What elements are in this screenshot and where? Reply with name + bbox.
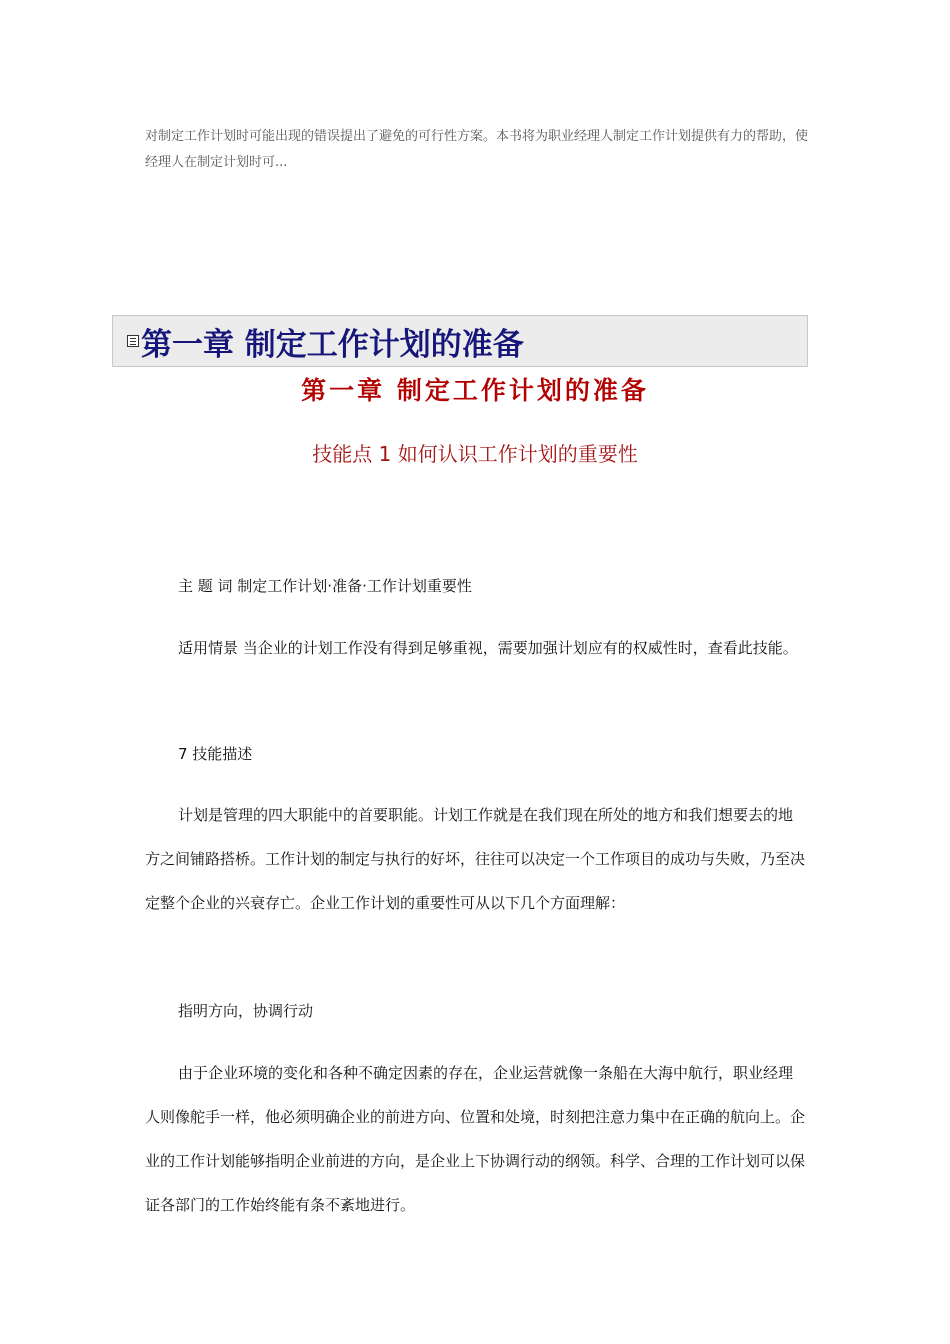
section-label: 7 技能描述	[178, 745, 253, 763]
document-icon	[127, 335, 139, 347]
banner-title: 第一章 制定工作计划的准备	[141, 326, 524, 363]
direction-paragraph: 由于企业环境的变化和各种不确定因素的存在，企业运营就像一条船在大海中航行，职业经理人则像舵手一样，他必须明确企业的前进方向、位置和处境，时刻把注意力集中在正确的航向上。企业的工作计划能够指明企业前进的方向，是企业上下协调行动的纲领。科学、合理的工作计划可以保证各部门的工作始终能有条不紊地进行。	[145, 1064, 806, 1214]
chapter-heading: 第一章 制定工作计划的准备	[301, 376, 649, 405]
chapter-banner[interactable]	[112, 315, 808, 367]
description-paragraph: 计划是管理的四大职能中的首要职能。计划工作就是在我们现在所处的地方和我们想要去的地方之间铺路搭桥。工作计划的制定与执行的好坏，往往可以决定一个工作项目的成功与失败，乃至决定整个企业的兴衰存亡。企业工作计划的重要性可从以下几个方面理解：	[145, 806, 806, 912]
skill-heading: 技能点 1 如何认识工作计划的重要性	[312, 442, 638, 466]
subheading: 指明方向，协调行动	[178, 1002, 314, 1020]
scenario-paragraph: 适用情景 当企业的计划工作没有得到足够重视，需要加强计划应有的权威性时，查看此技能。	[178, 639, 798, 657]
intro-text: 对制定工作计划时可能出现的错误提出了避免的可行性方案。本书将为职业经理人制定工作计划提供有力的帮助，使经理人在制定计划时可...	[145, 129, 809, 170]
keywords-line: 主 题 词 制定工作计划·准备·工作计划重要性	[178, 577, 472, 595]
